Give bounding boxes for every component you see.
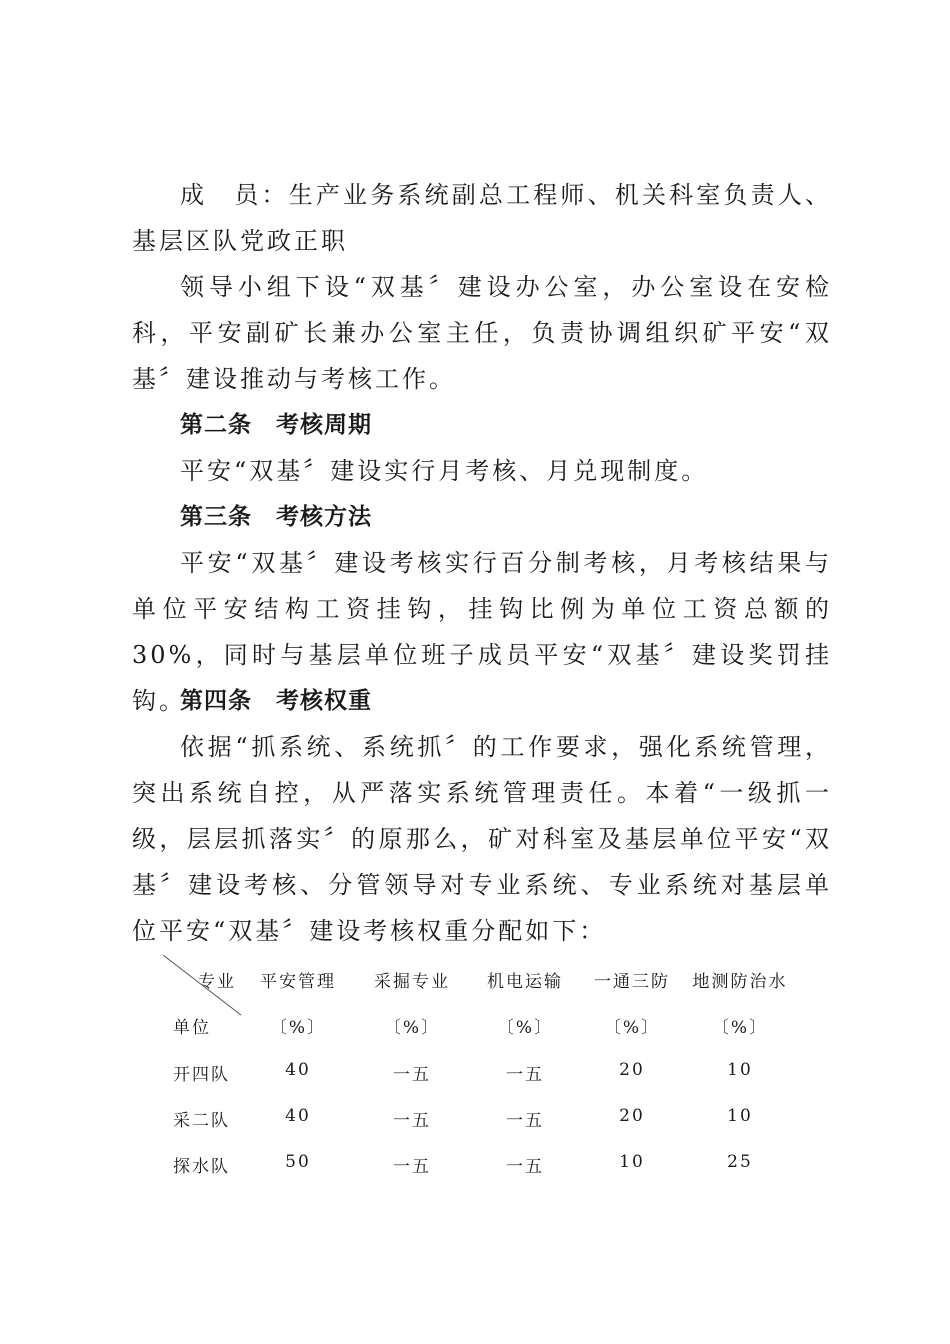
table-cell: 50	[285, 1152, 311, 1172]
row-name: 开四队	[173, 1065, 230, 1085]
unit-label: 〔%〕	[383, 1018, 441, 1038]
unit-label: 〔%〕	[496, 1018, 554, 1038]
unit-label: 〔%〕	[269, 1018, 327, 1038]
unit-label: 〔%〕	[603, 1018, 661, 1038]
unit-label: 〔%〕	[711, 1018, 769, 1038]
office-paragraph: 领导小组下设“双基〞建设办公室，办公室设在安检科，平安副矿长兼办公室主任，负责协调组织矿平安“双基〞建设推动与考核工作。	[132, 273, 832, 393]
table-cell: 25	[727, 1152, 753, 1172]
article3-heading: 第三条 考核方法	[180, 504, 372, 530]
table-cell: 40	[285, 1106, 311, 1126]
column-header: 一通三防	[594, 972, 670, 992]
row-name: 探水队	[173, 1157, 230, 1177]
table-cell: 10	[727, 1106, 753, 1126]
corner-header-major: 专业	[198, 972, 236, 992]
article4-body: 依据“抓系统、系统抓〞的工作要求，强化系统管理，突出系统自控，从严落实系统管理责任。本着“一级抓一级，层层抓落实〞的原那么，矿对科室及基层单位平安“双基〞建设考核、分管领导对专业系统、专业系统对基层单位平安“双基〞建设考核权重分配如下：	[132, 733, 832, 945]
row-name: 采二队	[173, 1111, 230, 1131]
table-cell: 10	[727, 1060, 753, 1080]
article2-heading: 第二条 考核周期	[180, 412, 372, 438]
members-paragraph: 成 员：生产业务系统副总工程师、机关科室负责人、基层区队党政正职	[132, 181, 832, 255]
table-cell: 一五	[393, 1111, 431, 1131]
column-header: 地测防治水	[692, 972, 788, 992]
table-cell: 一五	[393, 1065, 431, 1085]
table-cell: 一五	[393, 1157, 431, 1177]
table-cell: 一五	[506, 1065, 544, 1085]
column-header: 机电运输	[487, 972, 563, 992]
corner-header-unit: 单位	[173, 1018, 211, 1038]
table-cell: 一五	[506, 1157, 544, 1177]
table-cell: 40	[285, 1060, 311, 1080]
column-header: 采掘专业	[374, 972, 450, 992]
weights-table	[158, 955, 838, 1185]
article4-heading: 第四条 考核权重	[180, 688, 372, 714]
article3-body: 平安“双基〞建设考核实行百分制考核，月考核结果与单位平安结构工资挂钩，挂钩比例为单位工资总额的30%，同时与基层单位班子成员平安“双基〞建设奖罚挂钩。	[132, 549, 832, 715]
table-cell: 一五	[506, 1111, 544, 1131]
column-header: 平安管理	[260, 972, 336, 992]
table-cell: 10	[619, 1152, 645, 1172]
article2-body: 平安“双基〞建设实行月考核、月兑现制度。	[180, 457, 709, 485]
table-cell: 20	[619, 1106, 645, 1126]
table-cell: 20	[619, 1060, 645, 1080]
